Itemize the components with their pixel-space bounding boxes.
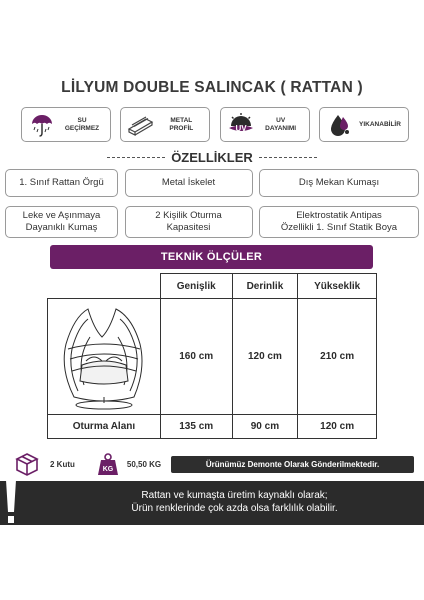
table-cell: 120 cm [232,299,298,415]
table-cell: 120 cm [298,415,377,439]
property-item: Metal İskelet [125,169,253,197]
washable-icon [324,111,356,139]
uv-badge-text: UV [235,123,247,133]
property-item: 2 Kişilik Oturma Kapasitesi [125,206,253,238]
exclamation-icon [4,478,18,526]
table-corner [48,274,161,299]
divider [259,157,317,158]
table-cell: 135 cm [160,415,232,439]
feature-label: SU GEÇİRMEZ [64,116,100,132]
table-header-row [48,274,377,299]
tech-banner: TEKNİK ÖLÇÜLER [50,245,373,269]
weight-badge-text: KG [102,466,114,473]
warning-text: Rattan ve kumaşta üretim kaynaklı olarak; Ürün renklerinde çok azda olsa farklılık olabilir. [131,490,338,514]
property-item: Dış Mekan Kumaşı [259,169,419,197]
table-row [48,299,377,415]
weight-icon [97,452,119,476]
product-title: LİLYUM DOUBLE SALINCAK ( RATTAN ) [61,79,363,96]
properties-row-1 [5,169,419,197]
table-header: Derinlik [232,274,298,299]
property-item: Leke ve Aşınmaya Dayanıklı Kumaş [5,206,118,238]
dimensions-table [47,273,377,439]
assembly-notice: Ürünümüz Demonte Olarak Gönderilmektedir. [171,456,414,473]
table-row-label: Oturma Alanı [48,415,161,439]
package-info [14,450,414,478]
uv-icon [225,111,257,139]
feature-badges [21,107,409,142]
table-cell: 160 cm [160,299,232,415]
property-item: Elektrostatik Antipas Özellikli 1. Sınıf Statik Boya [259,206,419,238]
property-item: 1. Sınıf Rattan Örgü [5,169,118,197]
properties-row-2 [5,206,419,238]
feature-washable [319,107,409,142]
table-cell: 210 cm [298,299,377,415]
feature-uv [220,107,310,142]
feature-label: METAL PROFİL [169,116,194,132]
box-count: 2 Kutu [50,459,75,469]
feature-label: UV DAYANIMI [265,116,297,132]
feature-waterproof [21,107,111,142]
feature-label: YIKANABİLİR [359,120,401,128]
table-cell: 90 cm [232,415,298,439]
umbrella-icon [26,111,58,139]
box-icon [14,451,40,477]
feature-metal-profile [120,107,210,142]
divider [107,157,165,158]
product-image [48,299,161,415]
section-header [0,150,424,165]
table-header: Genişlik [160,274,232,299]
section-title: ÖZELLİKLER [171,150,253,165]
table-row [48,415,377,439]
table-header: Yükseklik [298,274,377,299]
metal-profile-icon [125,111,157,139]
weight-value: 50,50 KG [126,459,162,469]
